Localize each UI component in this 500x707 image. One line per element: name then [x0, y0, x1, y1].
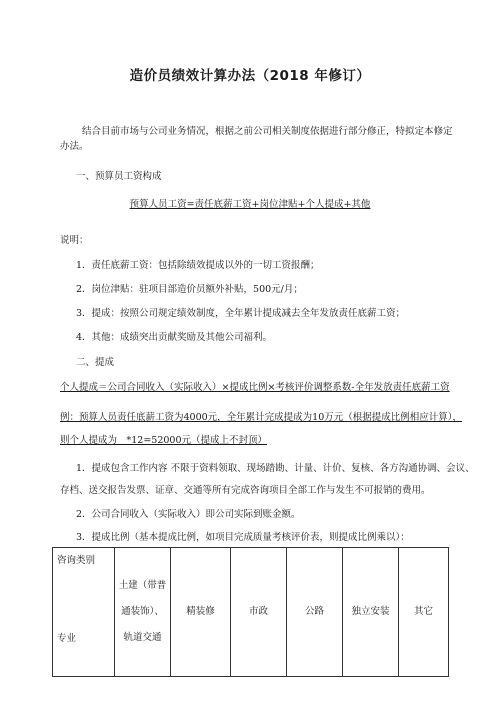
table-col-civil-line-2: 通装饰）、	[121, 606, 164, 617]
header-category-label: 咨询类别	[57, 555, 96, 566]
commission-rate-table	[52, 547, 449, 677]
table-col-other: 其它	[399, 548, 449, 677]
header-specialty-label: 专业	[57, 633, 77, 644]
table-col-installation: 独立安装	[343, 548, 399, 677]
note-item-3: 3．提成：按照公司规定绩效制度，全年累计提成减去全年发放责任底薪工资；	[76, 308, 406, 319]
commission-item-3: 3．提成比例（基本提成比例，如项目完成质量考核评价表，则提成比例乘以）：	[76, 532, 410, 543]
table-col-civil-line-3: 轨道交通	[123, 632, 162, 643]
table-col-municipal: 市政	[231, 548, 287, 677]
commission-item-2: 2．公司合同收入（实际收入）即公司实际到账金额。	[76, 509, 301, 520]
section-1-heading: 一、预算员工资构成	[76, 171, 162, 182]
note-item-4: 4．其他：成绩突出贡献奖励及其他公司福利。	[76, 332, 273, 343]
salary-formula: 预算人员工资=责任底薪工资+岗位津贴+个人提成+其他	[129, 199, 371, 210]
table-col-civil	[115, 548, 171, 677]
example-line-2: 则个人提成为 *12=52000元（提成上不封顶）	[60, 435, 268, 446]
commission-formula: 个人提成＝公司合同收入（实际收入）×提成比例×考核评价调整系数-全年发放责任底薪工资	[60, 382, 450, 393]
note-label: 说明：	[60, 235, 89, 246]
commission-item-1-line-1: 1．提成包含工作内容 不限于资料领取、现场踏勘、计量、计价、复核、各方沟通协调、会议、	[76, 463, 475, 474]
note-item-2: 2．岗位津贴：驻项目部造价员额外补贴，500元/月；	[76, 284, 303, 295]
table-col-civil-line-1: 土建（带普	[118, 580, 167, 591]
intro-line-2: 办法。	[60, 141, 89, 152]
commission-item-1-line-2: 存档、送交报告发票、证章、交通等所有完成咨询项目全部工作与发生不可报销的费用。	[60, 485, 431, 496]
section-2-heading: 二、提成	[76, 357, 115, 368]
table-header-diagonal-cell	[53, 548, 115, 677]
intro-line-1: 结合目前市场与公司业务情况，根据之前公司相关制度依据进行部分修正，特拟定本修定	[82, 126, 453, 137]
table-col-fine-decoration: 精装修	[171, 548, 231, 677]
example-line-1: 例：预算人员责任底薪工资为4000元，全年累计完成提成为10万元（根据提成比例相应计算），	[60, 412, 463, 423]
document-title: 造价员绩效计算办法（2018 年修订）	[129, 68, 371, 84]
note-item-1: 1．责任底薪工资：包括除绩效提成以外的一切工资报酬；	[76, 260, 320, 271]
table-row	[53, 548, 449, 677]
table-col-highway: 公路	[287, 548, 343, 677]
